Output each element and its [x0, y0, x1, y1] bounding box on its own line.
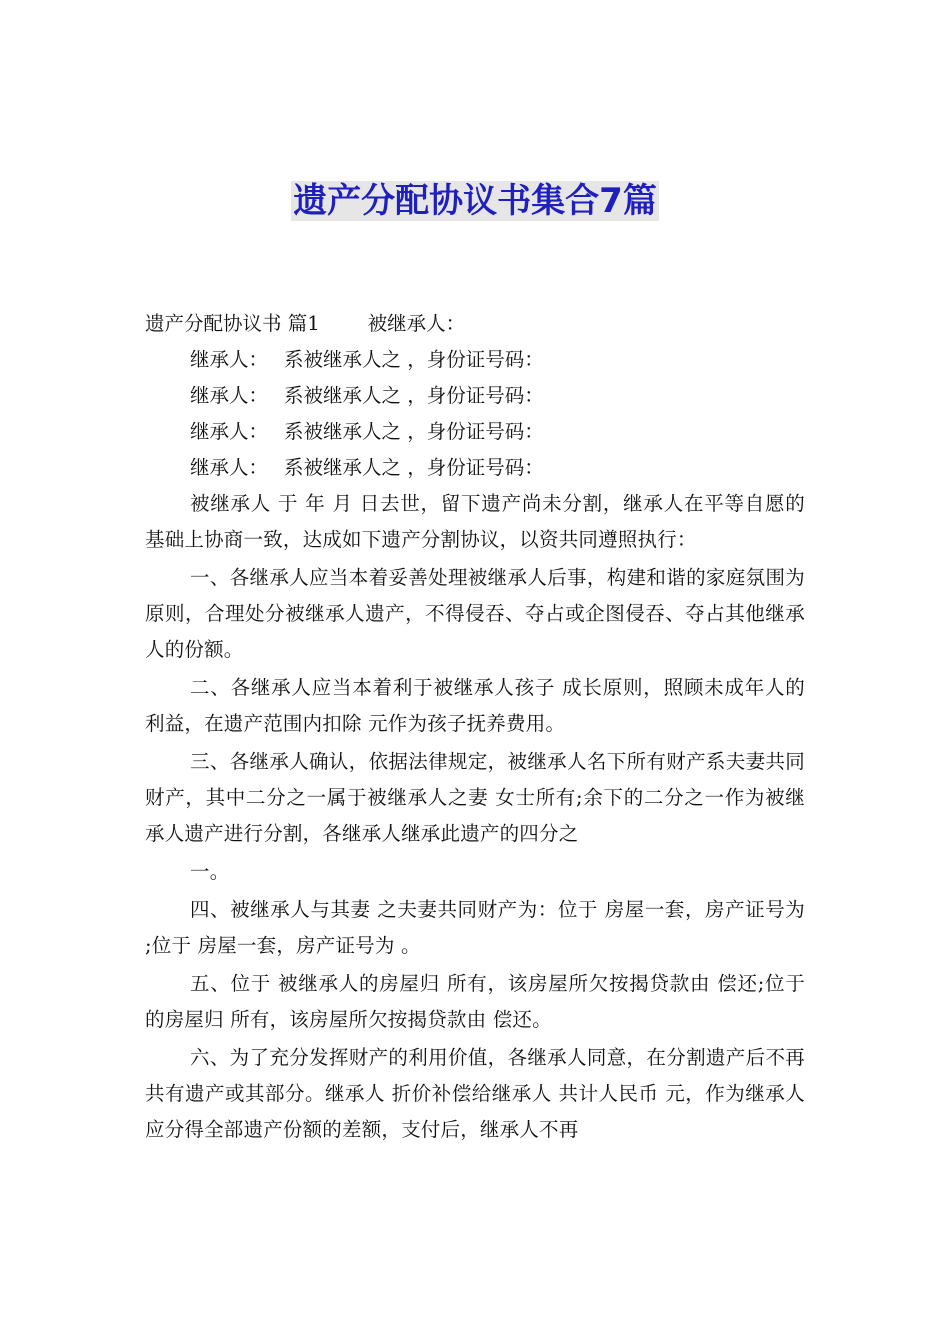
heir-text: 系被继承人之 ，身份证号码： — [284, 456, 544, 479]
heir-line — [145, 378, 805, 414]
heir-text: 系被继承人之 ，身份证号码： — [284, 420, 544, 443]
heir-label: 继承人： — [190, 420, 269, 443]
heir-line — [145, 414, 805, 450]
paragraph-clause-5: 五、位于 被继承人的房屋归 所有，该房屋所欠按揭贷款由 偿还;位于 的房屋归 所有，该房屋所欠按揭贷款由 偿还。 — [145, 972, 805, 1031]
paragraph-clause-3: 三、各继承人确认，依据法律规定，被继承人名下所有财产系夫妻共同财产，其中二分之一属于被继承人之妻 女士所有;余下的二分之一作为被继承人遗产进行分割，各继承人继承此遗产的四分之 — [145, 750, 805, 845]
paragraph-clause-1: 一、各继承人应当本着妥善处理被继承人后事，构建和谐的家庭氛围为原则，合理处分被继承人遗产，不得侵吞、夺占或企图侵吞、夺占其他继承人的份额。 — [145, 566, 805, 661]
document-title-text: 遗产分配协议书集合7篇 — [293, 181, 657, 221]
heir-label: 继承人： — [190, 456, 269, 479]
paragraph-preamble: 被继承人 于 年 月 日去世，留下遗产尚未分割，继承人在平等自愿的基础上协商一致，达成如下遗产分割协议，以资共同遵照执行： — [145, 492, 805, 551]
heir-line — [145, 342, 805, 378]
heir-text: 系被继承人之 ，身份证号码： — [284, 348, 544, 371]
heir-label: 继承人： — [190, 348, 269, 371]
section-heading: 遗产分配协议书 篇1 — [145, 312, 320, 335]
heir-label: 继承人： — [190, 384, 269, 407]
heir-line — [145, 450, 805, 486]
section-heading-line — [145, 306, 805, 342]
paragraph-clause-6: 六、为了充分发挥财产的利用价值，各继承人同意，在分割遗产后不再共有遗产或其部分。继承人 折价补偿给继承人 共计人民币 元，作为继承人 应分得全部遗产份额的差额，支付后，继承人不再 — [145, 1046, 805, 1141]
paragraph-clause-4: 四、被继承人与其妻 之夫妻共同财产为：位于 房屋一套，房产证号为 ;位于 房屋一套，房产证号为 。 — [145, 898, 805, 957]
document-body — [145, 306, 805, 1150]
paragraph-clause-2: 二、各继承人应当本着利于被继承人孩子 成长原则，照顾未成年人的利益，在遗产范围内扣除 元作为孩子抚养费用。 — [145, 676, 805, 735]
heir-text: 系被继承人之 ，身份证号码： — [284, 384, 544, 407]
paragraph-clause-3-end: 一。 — [190, 860, 230, 883]
decedent-label: 被继承人： — [367, 312, 466, 335]
document-title — [0, 176, 950, 226]
